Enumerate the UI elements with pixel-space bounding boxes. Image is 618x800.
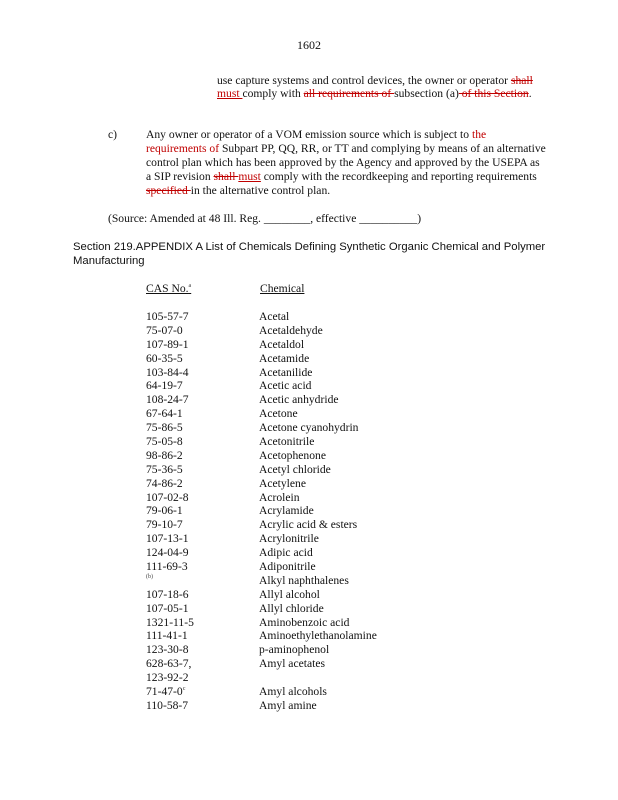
cont-deleted-requirements: all requirements of: [303, 87, 395, 101]
cas-number: [146, 491, 189, 504]
table-row: [0, 588, 618, 602]
chemical-name: Alkyl naphthalenes: [259, 573, 349, 587]
chemical-name: Acetic acid: [259, 379, 312, 393]
subsection-c-body: [146, 128, 546, 198]
c-text-2: Subpart PP, QQ, RR, or TT and complying by means of an alternative control plan which has been approved by the Agency and approved by the USEPA as a SIP revision: [146, 142, 546, 184]
c-text-3: comply with the recordkeeping and reporting requirements: [260, 170, 537, 184]
cas-number-text: 124-04-9: [146, 546, 189, 560]
cas-number-text: 628-63-7,: [146, 657, 192, 671]
cas-number-text: 111-69-3: [146, 560, 188, 574]
cas-number: [146, 463, 183, 476]
cas-number: [146, 352, 183, 365]
cas-header-footnote: a: [188, 283, 192, 290]
chemical-name: Acetaldol: [259, 337, 305, 351]
cas-number: [146, 532, 189, 545]
cas-number: [146, 504, 183, 517]
cont-deleted-this-section: of this Section: [458, 87, 529, 101]
table-row: [0, 643, 618, 657]
cas-number-text: 79-06-1: [146, 504, 183, 518]
cas-number: [146, 310, 189, 323]
cas-number-text: 107-05-1: [146, 601, 189, 615]
cas-number: [146, 477, 183, 490]
cas-number: [146, 685, 185, 698]
table-row: [0, 532, 618, 546]
table-row: [0, 421, 618, 435]
table-row: [0, 324, 618, 338]
table-row: [0, 629, 618, 643]
cas-number-text: 75-05-8: [146, 435, 183, 449]
chemical-name: Acrylonitrile: [259, 532, 319, 546]
table-row: [0, 491, 618, 505]
c-inserted-requirements: the requirements of: [146, 128, 487, 156]
c-inserted-must: must: [238, 170, 261, 184]
cas-number: [146, 366, 189, 379]
cas-number-text: 107-13-1: [146, 532, 189, 546]
c-deleted-specified: specified: [146, 184, 191, 198]
cas-number-text: 75-36-5: [146, 462, 183, 476]
cont-deleted-shall: shall: [510, 74, 533, 87]
chemical-name: Acetyl chloride: [259, 462, 331, 476]
cas-number-text: 111-41-1: [146, 629, 188, 643]
cas-number-text: 108-24-7: [146, 393, 189, 407]
cas-number: [146, 657, 191, 670]
table-row: [0, 616, 618, 630]
source-note: (Source: Amended at 48 Ill. Reg. ________, effective __________): [108, 212, 422, 225]
cas-number-text: 64-19-7: [146, 379, 183, 393]
c-text-1: Any owner or operator of a VOM emission source which is subject to: [146, 128, 472, 141]
cas-number: [146, 560, 188, 573]
table-row: [0, 477, 618, 491]
cas-number-text: 107-89-1: [146, 337, 189, 351]
cas-number: [146, 393, 189, 406]
cas-number: [146, 421, 183, 434]
cont-text-1: use capture systems and control devices, the owner or operator: [217, 74, 509, 87]
chemical-name: Aminoethylethanolamine: [259, 629, 377, 643]
cas-number-text: 75-07-0: [146, 323, 183, 337]
chemical-name: Aminobenzoic acid: [259, 615, 350, 629]
c-text-4: in the alternative control plan.: [190, 184, 331, 198]
table-row: [0, 379, 618, 393]
table-row: [0, 463, 618, 477]
chemical-name: Acetal: [259, 310, 290, 323]
cas-number-text: 123-30-8: [146, 643, 189, 657]
table-row: [0, 310, 618, 324]
chemical-name: Allyl alcohol: [259, 587, 320, 601]
cas-number: [146, 379, 183, 392]
cas-number-text: 107-02-8: [146, 490, 189, 504]
chemical-name: Adipic acid: [259, 546, 313, 560]
cas-number: [146, 546, 189, 559]
cas-number: [146, 338, 189, 351]
chemical-name: Acetic anhydride: [259, 393, 339, 407]
chemical-name: Acetanilide: [259, 365, 313, 379]
table-row: [0, 393, 618, 407]
chemical-name: Acetone cyanohydrin: [259, 421, 359, 435]
cas-number: [146, 449, 183, 462]
cas-number-text: 60-35-5: [146, 351, 183, 365]
cont-text-4: .: [528, 87, 532, 101]
chemical-name: Acrolein: [259, 490, 300, 504]
cas-number-text: 105-57-7: [146, 310, 189, 323]
cas-number: [146, 629, 188, 642]
chemical-name: Amyl acetates: [259, 657, 325, 671]
chemical-name: Acrylic acid & esters: [259, 518, 358, 532]
cas-header-text: CAS No.: [146, 282, 189, 295]
chemical-name: Amyl alcohols: [259, 685, 327, 699]
cas-number: [146, 324, 183, 337]
table-row: [0, 546, 618, 560]
cas-number-text: 79-10-7: [146, 518, 183, 532]
table-row: [0, 352, 618, 366]
chemical-name: Acetaldehyde: [259, 323, 323, 337]
table-row: [0, 449, 618, 463]
cas-number: [146, 602, 189, 615]
cas-number-text: 1321-11-5: [146, 615, 194, 629]
table-row: [0, 504, 618, 518]
table-row: [0, 602, 618, 616]
cas-number: [146, 643, 189, 656]
cas-number-text: 103-84-4: [146, 365, 189, 379]
table-row: [0, 338, 618, 352]
cas-footnote-marker: (b): [146, 573, 153, 580]
c-deleted-shall: shall: [213, 170, 239, 184]
cont-text-2: comply with: [242, 87, 304, 101]
cas-number: [146, 699, 188, 712]
chemical-name: Acetamide: [259, 351, 310, 365]
cas-number: [146, 616, 194, 629]
chemical-table: [0, 310, 618, 713]
cas-number-text: 123-92-2: [146, 671, 189, 685]
cont-text-3: subsection (a): [394, 87, 459, 101]
cas-number: [146, 435, 183, 448]
table-row: [0, 699, 618, 713]
cas-number-text: 74-86-2: [146, 476, 183, 490]
chemical-name: Amyl amine: [259, 698, 317, 712]
chemical-name: Acrylamide: [259, 504, 314, 518]
cas-number: [146, 588, 189, 601]
cas-number: [146, 518, 183, 531]
chemical-name: p-aminophenol: [259, 643, 330, 657]
chemical-column-header: Chemical: [260, 282, 305, 295]
continuation-paragraph: [217, 74, 557, 101]
chemical-name: Acetone: [259, 407, 298, 421]
cas-number-text: 75-86-5: [146, 421, 183, 435]
cas-number: [146, 407, 183, 420]
table-row: [0, 671, 618, 685]
table-row: [0, 518, 618, 532]
cas-number: [146, 671, 189, 684]
table-row: [0, 407, 618, 421]
cont-inserted-must: must: [217, 87, 243, 101]
table-row: [0, 366, 618, 380]
chemical-name: Acetonitrile: [259, 435, 315, 449]
cas-number-text: 98-86-2: [146, 448, 183, 462]
chemical-name: Allyl chloride: [259, 601, 324, 615]
chemical-name: Acetophenone: [259, 448, 326, 462]
cas-number-text: 107-18-6: [146, 587, 189, 601]
cas-number-text: 67-64-1: [146, 407, 183, 421]
cas-column-header: [146, 282, 191, 295]
cas-footnote-superscript: c: [182, 686, 186, 693]
table-row: [0, 685, 618, 699]
table-row: [0, 657, 618, 671]
chemical-name: Adiponitrile: [259, 560, 316, 574]
cas-number-text: 71-47-0: [146, 685, 183, 699]
cas-number-text: 110-58-7: [146, 698, 189, 712]
subsection-c-label: c): [108, 128, 118, 141]
page-number: 1602: [297, 38, 321, 52]
table-row: [0, 560, 618, 574]
cas-number: [146, 574, 153, 587]
table-row: [0, 435, 618, 449]
table-row: [0, 574, 618, 588]
chemical-name: Acetylene: [259, 476, 306, 490]
section-heading: Section 219.APPENDIX A List of Chemicals Defining Synthetic Organic Chemical and Polymer Manufacturing: [73, 241, 546, 268]
